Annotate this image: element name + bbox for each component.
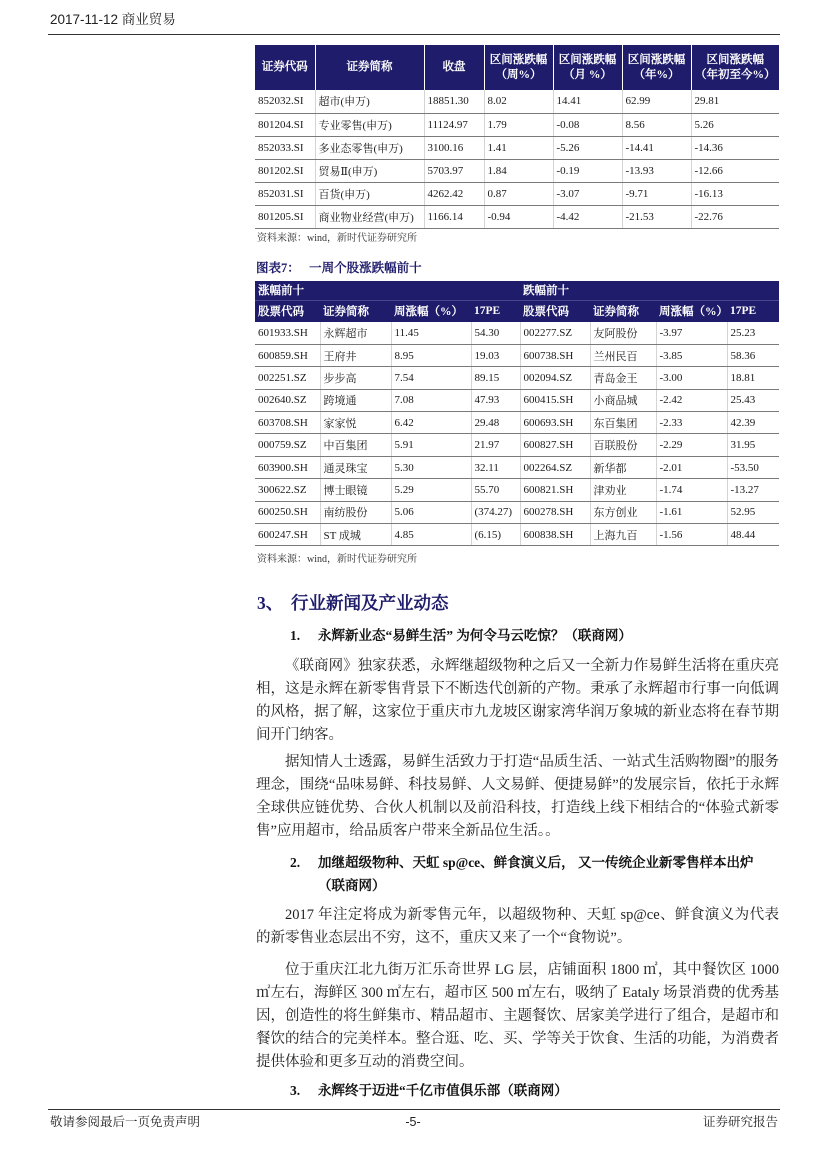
cell-loser-code: 600693.SH bbox=[520, 412, 590, 434]
page-number: -5- bbox=[405, 1115, 421, 1129]
cell-week-change: -0.94 bbox=[484, 205, 553, 228]
footer-report-type: 证券研究报告 bbox=[702, 1115, 778, 1129]
cell-gainer-code: 002640.SZ bbox=[255, 389, 320, 411]
cell-loser-name: 小商品城 bbox=[590, 389, 656, 411]
cell-week-change: 8.02 bbox=[484, 90, 553, 113]
cell-month-change: -3.07 bbox=[553, 182, 622, 205]
cell-close: 5703.97 bbox=[424, 159, 484, 182]
news-item-heading bbox=[290, 624, 779, 647]
footer-rule bbox=[48, 1109, 780, 1110]
cell-loser-week-change: -3.85 bbox=[656, 344, 727, 366]
cell-year-change: -14.41 bbox=[622, 136, 691, 159]
cell-loser-pe: -13.27 bbox=[727, 479, 779, 501]
col-header-sublabel: （年%） bbox=[633, 68, 680, 81]
news-paragraph: 位于重庆江北九街万汇乐奇世界 LG 层，店铺面积 1800 ㎡，其中餐饮区 1000 ㎡左右，海鲜区 300 ㎡左右，超市区 500 ㎡左右，吸纳了 Eataly 场景消费的优秀基因，创造性的将生鲜集市、精品超市、主题餐饮、居家美学进行了组合，是超市和餐饮的结合的完美样本。整合逛、吃、买、学等关于饮食、生活的功能，为消费者提供体验和更多互动的消费空间。 bbox=[256, 962, 779, 1070]
cell-gainer-code: 601933.SH bbox=[255, 322, 320, 344]
cell-loser-name: 东百集团 bbox=[590, 412, 656, 434]
cell-week-change: 0.87 bbox=[484, 182, 553, 205]
cell-gainer-name: 家家悦 bbox=[320, 412, 391, 434]
cell-gainer-pe: 55.70 bbox=[471, 479, 520, 501]
col-header-label: 区间涨跌幅 bbox=[489, 53, 548, 66]
table-row bbox=[255, 389, 779, 411]
cell-loser-week-change: -2.01 bbox=[656, 456, 727, 478]
cell-name: 多业态零售(申万) bbox=[315, 136, 424, 159]
cell-loser-code: 600821.SH bbox=[520, 479, 590, 501]
cell-loser-name: 青岛金王 bbox=[590, 367, 656, 389]
cell-loser-pe: 58.36 bbox=[727, 344, 779, 366]
source-note: 资料来源：wind，新时代证券研究所 bbox=[257, 554, 417, 565]
table-row bbox=[255, 479, 779, 501]
cell-gainer-week-change: 7.08 bbox=[391, 389, 471, 411]
cell-gainer-week-change: 7.54 bbox=[391, 367, 471, 389]
cell-week-change: 1.41 bbox=[484, 136, 553, 159]
table-row bbox=[255, 501, 779, 523]
footer-disclaimer: 敬请参阅最后一页免责声明 bbox=[50, 1115, 201, 1129]
sector-index-table bbox=[255, 45, 779, 229]
cell-code: 852031.SI bbox=[255, 182, 315, 205]
cell-gainer-name: 王府井 bbox=[320, 344, 391, 366]
cell-loser-name: 上海九百 bbox=[590, 524, 656, 546]
cell-year-change: -9.71 bbox=[622, 182, 691, 205]
news-item-title: 永辉新业态“易鲜生活” 为何令马云吃惊？（联商网） bbox=[318, 628, 632, 643]
cell-month-change: -0.19 bbox=[553, 159, 622, 182]
cell-year-change: -13.93 bbox=[622, 159, 691, 182]
cell-gainer-pe: 47.93 bbox=[471, 389, 520, 411]
cell-loser-pe: -53.50 bbox=[727, 456, 779, 478]
cell-gainer-week-change: 5.29 bbox=[391, 479, 471, 501]
cell-gainer-week-change: 5.06 bbox=[391, 501, 471, 523]
cell-name: 超市(申万) bbox=[315, 90, 424, 113]
table-header-row bbox=[255, 300, 779, 322]
news-item-heading bbox=[290, 851, 779, 897]
table-header bbox=[255, 45, 779, 90]
cell-close: 1166.14 bbox=[424, 205, 484, 228]
cell-name: 贸易Ⅱ(申万) bbox=[315, 159, 424, 182]
cell-loser-pe: 48.44 bbox=[727, 524, 779, 546]
cell-name: 商业物业经营(申万) bbox=[315, 205, 424, 228]
cell-gainer-week-change: 11.45 bbox=[391, 322, 471, 344]
table-row bbox=[255, 113, 779, 136]
col-header-loser-week-change: 周涨幅（%） bbox=[656, 300, 727, 322]
cell-loser-pe: 52.95 bbox=[727, 501, 779, 523]
weekly-movers-table bbox=[255, 281, 779, 546]
col-header-sublabel: （月 %） bbox=[563, 68, 612, 81]
col-header-month-change bbox=[553, 45, 622, 90]
cell-month-change: 14.41 bbox=[553, 90, 622, 113]
cell-code: 801205.SI bbox=[255, 205, 315, 228]
cell-loser-week-change: -2.42 bbox=[656, 389, 727, 411]
cell-month-change: -4.42 bbox=[553, 205, 622, 228]
table-row bbox=[255, 205, 779, 228]
header-date-sector: 2017-11-12 商业贸易 bbox=[50, 12, 176, 27]
col-header-label: 收盘 bbox=[442, 61, 466, 73]
news-item-title: 加继超级物种、天虹 sp@ce、鲜食演义后， 又一传统企业新零售样本出炉（联商网） bbox=[318, 855, 754, 893]
cell-loser-week-change: -2.29 bbox=[656, 434, 727, 456]
col-header-sublabel: （周%） bbox=[495, 68, 542, 81]
cell-gainer-name: 跨境通 bbox=[320, 389, 391, 411]
cell-code: 852033.SI bbox=[255, 136, 315, 159]
cell-gainer-name: ST 成城 bbox=[320, 524, 391, 546]
table-row bbox=[255, 136, 779, 159]
news-item-number: 3. bbox=[290, 1083, 301, 1098]
col-header-loser-name: 证券简称 bbox=[590, 300, 656, 322]
cell-loser-name: 新华都 bbox=[590, 456, 656, 478]
section-number: 3、 bbox=[257, 593, 284, 613]
cell-loser-name: 津劝业 bbox=[590, 479, 656, 501]
col-header-close bbox=[424, 45, 484, 90]
cell-week-change: 1.84 bbox=[484, 159, 553, 182]
cell-gainer-code: 600247.SH bbox=[255, 524, 320, 546]
cell-loser-pe: 25.43 bbox=[727, 389, 779, 411]
cell-gainer-pe: 19.03 bbox=[471, 344, 520, 366]
table-row bbox=[255, 524, 779, 546]
cell-gainer-code: 600250.SH bbox=[255, 501, 320, 523]
cell-loser-week-change: -1.74 bbox=[656, 479, 727, 501]
cell-close: 4262.42 bbox=[424, 182, 484, 205]
cell-close: 11124.97 bbox=[424, 113, 484, 136]
news-item-number: 1. bbox=[290, 628, 301, 643]
col-header-loser-pe: 17PE bbox=[727, 300, 779, 322]
col-header-gainer-pe: 17PE bbox=[471, 300, 520, 322]
news-paragraph: 《联商网》独家获悉，永辉继超级物种之后又一全新力作易鲜生活将在重庆亮相，这是永辉在新零售背景下不断迭代创新的产物。秉承了永辉超市行事一向低调的风格，据了解，这家位于重庆市九龙坡区谢家湾华润万象城的新业态将在春节期间开门纳客。 bbox=[256, 658, 779, 743]
table-body bbox=[255, 90, 779, 228]
col-header-label: 区间涨跌幅 bbox=[558, 53, 617, 66]
cell-ytd-change: -22.76 bbox=[691, 205, 779, 228]
cell-ytd-change: 29.81 bbox=[691, 90, 779, 113]
cell-gainer-pe: (374.27) bbox=[471, 501, 520, 523]
cell-loser-week-change: -3.97 bbox=[656, 322, 727, 344]
cell-code: 801202.SI bbox=[255, 159, 315, 182]
section-heading bbox=[257, 592, 449, 614]
cell-loser-name: 兰州民百 bbox=[590, 344, 656, 366]
col-header-gainer-code: 股票代码 bbox=[255, 300, 320, 322]
group-header-gainers: 涨幅前十 bbox=[255, 281, 520, 300]
col-header-label: 区间涨跌幅 bbox=[706, 53, 764, 66]
cell-gainer-pe: 29.48 bbox=[471, 412, 520, 434]
cell-ytd-change: -14.36 bbox=[691, 136, 779, 159]
cell-loser-code: 600278.SH bbox=[520, 501, 590, 523]
cell-loser-code: 600415.SH bbox=[520, 389, 590, 411]
cell-gainer-week-change: 8.95 bbox=[391, 344, 471, 366]
cell-gainer-name: 博士眼镜 bbox=[320, 479, 391, 501]
col-header-label: 证券代码 bbox=[261, 61, 308, 73]
cell-year-change: 62.99 bbox=[622, 90, 691, 113]
header-rule bbox=[48, 34, 780, 35]
cell-loser-pe: 18.81 bbox=[727, 367, 779, 389]
cell-month-change: -0.08 bbox=[553, 113, 622, 136]
cell-loser-week-change: -1.56 bbox=[656, 524, 727, 546]
cell-gainer-pe: 32.11 bbox=[471, 456, 520, 478]
cell-loser-name: 友阿股份 bbox=[590, 322, 656, 344]
cell-gainer-code: 000759.SZ bbox=[255, 434, 320, 456]
news-paragraph: 据知情人士透露，易鲜生活致力于打造“品质生活、一站式生活购物圈”的服务理念，围绕“品味易鲜、科技易鲜、人文易鲜、便捷易鲜”的发展宗旨，依托于永辉全球供应链优势、合伙人机制以及前沿科技，打造线上线下相结合的“体验式新零售”应用超市，给品质客户带来全新品位生活。。 bbox=[256, 754, 779, 839]
col-header-label: 证券简称 bbox=[346, 61, 393, 73]
source-note: 资料来源：wind，新时代证券研究所 bbox=[257, 233, 417, 244]
cell-loser-code: 600827.SH bbox=[520, 434, 590, 456]
cell-week-change: 1.79 bbox=[484, 113, 553, 136]
cell-loser-name: 东方创业 bbox=[590, 501, 656, 523]
cell-code: 801204.SI bbox=[255, 113, 315, 136]
cell-gainer-code: 300622.SZ bbox=[255, 479, 320, 501]
table-row bbox=[255, 434, 779, 456]
section-title: 行业新闻及产业动态 bbox=[291, 593, 449, 613]
cell-year-change: 8.56 bbox=[622, 113, 691, 136]
table-row bbox=[255, 344, 779, 366]
cell-gainer-week-change: 6.42 bbox=[391, 412, 471, 434]
cell-gainer-week-change: 4.85 bbox=[391, 524, 471, 546]
news-paragraph: 2017 年注定将成为新零售元年，以超级物种、天虹 sp@ce、鲜食演义为代表的新零售业态层出不穷，这不，重庆又来了一个“食物说”。 bbox=[256, 907, 779, 946]
table-row bbox=[255, 182, 779, 205]
cell-gainer-code: 603708.SH bbox=[255, 412, 320, 434]
cell-loser-week-change: -3.00 bbox=[656, 367, 727, 389]
cell-gainer-code: 603900.SH bbox=[255, 456, 320, 478]
cell-gainer-week-change: 5.30 bbox=[391, 456, 471, 478]
cell-gainer-name: 通灵珠宝 bbox=[320, 456, 391, 478]
table-group-row bbox=[255, 281, 779, 300]
table-header bbox=[255, 281, 779, 322]
cell-gainer-pe: 89.15 bbox=[471, 367, 520, 389]
cell-loser-code: 600838.SH bbox=[520, 524, 590, 546]
cell-name: 百货(申万) bbox=[315, 182, 424, 205]
cell-loser-code: 002277.SZ bbox=[520, 322, 590, 344]
cell-ytd-change: -16.13 bbox=[691, 182, 779, 205]
cell-code: 852032.SI bbox=[255, 90, 315, 113]
col-header-gainer-week-change: 周涨幅（%） bbox=[391, 300, 471, 322]
table-header-row bbox=[255, 45, 779, 90]
cell-gainer-name: 永辉超市 bbox=[320, 322, 391, 344]
table-row bbox=[255, 367, 779, 389]
cell-loser-week-change: -1.61 bbox=[656, 501, 727, 523]
col-header-label: 区间涨跌幅 bbox=[627, 53, 686, 66]
col-header-ytd-change bbox=[691, 45, 779, 90]
col-header-gainer-name: 证券简称 bbox=[320, 300, 391, 322]
cell-close: 18851.30 bbox=[424, 90, 484, 113]
cell-gainer-code: 002251.SZ bbox=[255, 367, 320, 389]
table-body bbox=[255, 322, 779, 546]
col-header-code bbox=[255, 45, 315, 90]
cell-loser-pe: 25.23 bbox=[727, 322, 779, 344]
cell-gainer-week-change: 5.91 bbox=[391, 434, 471, 456]
figure-title: 图表7： 一周个股涨跌幅前十 bbox=[256, 261, 422, 275]
cell-loser-name: 百联股份 bbox=[590, 434, 656, 456]
col-header-loser-code: 股票代码 bbox=[520, 300, 590, 322]
cell-year-change: -21.53 bbox=[622, 205, 691, 228]
cell-ytd-change: -12.66 bbox=[691, 159, 779, 182]
cell-name: 专业零售(申万) bbox=[315, 113, 424, 136]
cell-gainer-name: 南纺股份 bbox=[320, 501, 391, 523]
col-header-week-change bbox=[484, 45, 553, 90]
table-row bbox=[255, 412, 779, 434]
cell-close: 3100.16 bbox=[424, 136, 484, 159]
table-row bbox=[255, 322, 779, 344]
col-header-sublabel: （年初至今%） bbox=[695, 68, 776, 81]
cell-gainer-name: 中百集团 bbox=[320, 434, 391, 456]
table-row bbox=[255, 159, 779, 182]
cell-ytd-change: 5.26 bbox=[691, 113, 779, 136]
group-header-losers: 跌幅前十 bbox=[520, 281, 779, 300]
news-item-number: 2. bbox=[290, 855, 301, 870]
cell-month-change: -5.26 bbox=[553, 136, 622, 159]
table-row bbox=[255, 90, 779, 113]
col-header-name bbox=[315, 45, 424, 90]
col-header-year-change bbox=[622, 45, 691, 90]
cell-loser-pe: 31.95 bbox=[727, 434, 779, 456]
cell-gainer-pe: 21.97 bbox=[471, 434, 520, 456]
cell-gainer-code: 600859.SH bbox=[255, 344, 320, 366]
cell-loser-week-change: -2.33 bbox=[656, 412, 727, 434]
cell-gainer-pe: (6.15) bbox=[471, 524, 520, 546]
cell-loser-pe: 42.39 bbox=[727, 412, 779, 434]
cell-loser-code: 002094.SZ bbox=[520, 367, 590, 389]
cell-gainer-name: 步步高 bbox=[320, 367, 391, 389]
table-row bbox=[255, 456, 779, 478]
cell-loser-code: 600738.SH bbox=[520, 344, 590, 366]
cell-loser-code: 002264.SZ bbox=[520, 456, 590, 478]
news-item-title: 永辉终于迈进“千亿市值俱乐部（联商网） bbox=[318, 1083, 568, 1098]
cell-gainer-pe: 54.30 bbox=[471, 322, 520, 344]
news-item-heading bbox=[290, 1079, 779, 1102]
